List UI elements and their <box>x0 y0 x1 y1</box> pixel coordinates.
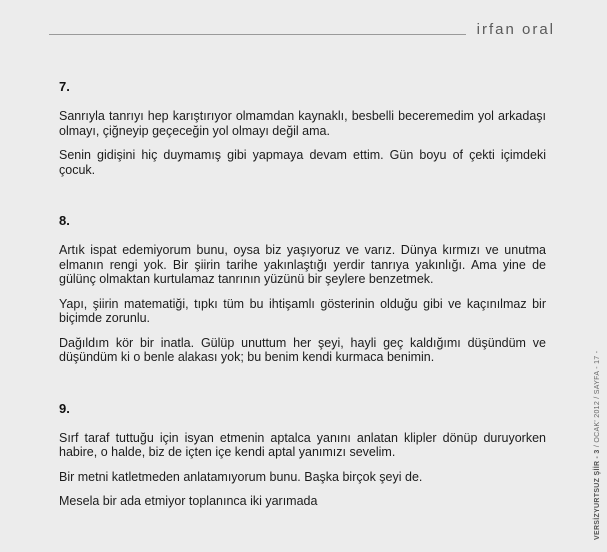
magazine-name: VERSİZYURTSUZ ŞİİR - 3 <box>594 449 601 540</box>
paragraph: Artık ispat edemiyorum bunu, oysa biz yaşıyoruz ve varız. Dünya kırmızı ve unutma elmanın rengi yok. Bir şiirin tarihe yakınlaştığı yerdir tanrıya yakınlığı. Ama yine de gülünç olmaktan kurtulamaz tanrının yüzünü bir şeylere benzetmek. <box>59 243 546 286</box>
paragraph: Dağıldım kör bir inatla. Gülüp unuttum her şeyi, hayli geç kaldığımı düşündüm ve düşündüm ki o benle alakası yok; bu benim kendi kurmaca benimin. <box>59 335 546 364</box>
paragraph: Mesela bir ada etmiyor toplanınca iki yarımada <box>59 494 318 508</box>
paragraph: Sırf taraf tuttuğu için isyan etmenin aptalca yanını anlatan klipler dönüp duruyorken habire, o halde, biz de içten içe kendi aptal yanımızı sevelim. <box>59 430 546 459</box>
paragraph: Bir metni katletmeden anlatamıyorum bunu. Başka birçok şeyi de. <box>59 469 423 484</box>
paragraph: Senin gidişini hiç duymamış gibi yapmaya devam ettim. Gün boyu of çekti içimdeki çocuk. <box>59 148 546 177</box>
page-footer-vertical <box>594 351 601 540</box>
section-number: 9. <box>59 400 70 416</box>
section-7 <box>59 78 546 177</box>
poem-body <box>59 78 546 509</box>
section-number: 8. <box>59 213 70 228</box>
author-name: irfan oral <box>476 21 555 38</box>
section-number: 7. <box>59 79 70 94</box>
section-9 <box>59 400 546 509</box>
header-divider <box>49 34 466 35</box>
issue-and-page: / OCAK' 2012 / SAYFA - 17 - <box>594 350 601 450</box>
paragraph: Sanrıyla tanrıyı hep karıştırıyor olmamdan kaynaklı, besbelli beceremedim yol arkadaşı olmayı, çiğneyip geçeceğin yol olmayı değil ama. <box>59 109 546 138</box>
paragraph: Yapı, şiirin matematiği, tıpkı tüm bu ihtişamlı gösterinin olduğu gibi ve kaçınılmaz bir biçimde zorunlu. <box>59 296 546 325</box>
section-8 <box>59 212 546 365</box>
